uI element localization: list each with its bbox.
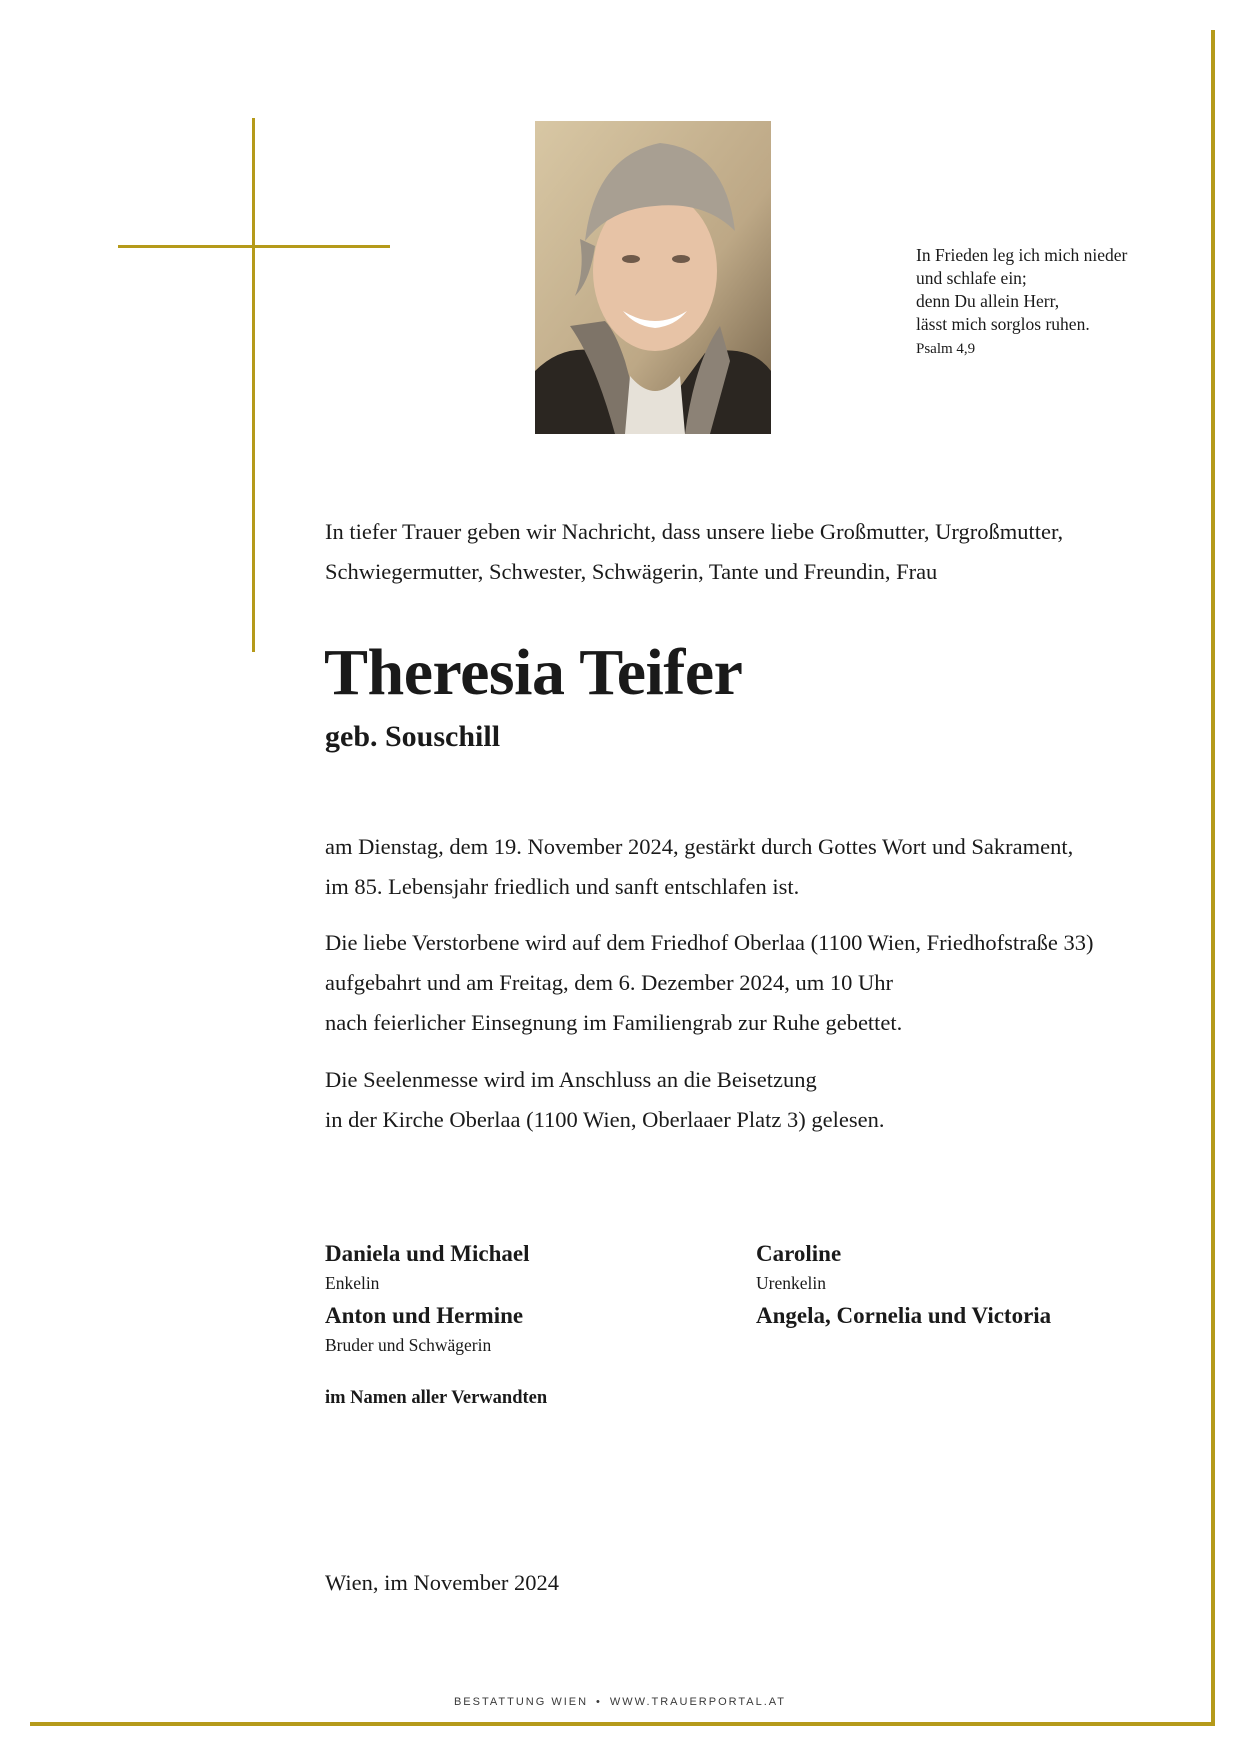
paragraph-line: aufgebahrt und am Freitag, dem 6. Dezember 2024, um 10 Uhr: [325, 970, 893, 995]
mourner-relation: Urenkelin: [756, 1273, 826, 1293]
closing-line: im Namen aller Verwandten: [325, 1388, 548, 1408]
footer: [0, 1696, 1240, 1708]
paragraph-line: nach feierlicher Einsegnung im Familiengrab zur Ruhe gebettet.: [325, 1010, 903, 1035]
cross-horizontal-bar: [118, 245, 390, 248]
psalm-line: und schlafe ein;: [916, 268, 1027, 288]
paragraph-line: in der Kirche Oberlaa (1100 Wien, Oberlaaer Platz 3) gelesen.: [325, 1107, 885, 1132]
gold-border-bottom: [30, 1722, 1215, 1726]
footer-separator: •: [596, 1696, 602, 1708]
footer-company: BESTATTUNG WIEN: [453, 1696, 589, 1708]
psalm-reference: Psalm 4,9: [916, 341, 976, 357]
mass-paragraph: [325, 1060, 1205, 1140]
mourner-name: Anton und Hermine: [325, 1303, 524, 1328]
paragraph-line: am Dienstag, dem 19. November 2024, gestärkt durch Gottes Wort und Sakrament,: [325, 834, 1074, 859]
portrait-photo: [535, 121, 771, 434]
mourner-relation: Bruder und Schwägerin: [325, 1335, 492, 1355]
gold-border-right: [1211, 30, 1215, 1726]
psalm-line: denn Du allein Herr,: [916, 291, 1060, 311]
paragraph-line: Die liebe Verstorbene wird auf dem Friedhof Oberlaa (1100 Wien, Friedhofstraße 33): [325, 930, 1094, 955]
psalm-line: In Frieden leg ich mich nieder: [916, 245, 1128, 265]
mourner-relation: Enkelin: [325, 1273, 380, 1293]
burial-paragraph: [325, 923, 1205, 1043]
mourner-entry: [325, 1302, 523, 1356]
mourner-name: Angela, Cornelia und Victoria: [756, 1303, 1052, 1328]
mourner-entry: [756, 1302, 1051, 1330]
intro-paragraph: [325, 512, 1205, 592]
mourner-name: Daniela und Michael: [325, 1241, 530, 1266]
mourner-name: Caroline: [756, 1241, 842, 1266]
maiden-name: geb. Souschill: [325, 720, 501, 753]
footer-website-link[interactable]: WWW.TRAUERPORTAL.AT: [609, 1696, 787, 1708]
place-date: Wien, im November 2024: [325, 1570, 560, 1595]
psalm-line: lässt mich sorglos ruhen.: [916, 314, 1090, 334]
psalm-quote: [916, 244, 1176, 361]
mourner-entry: [325, 1240, 529, 1294]
intro-line: Schwiegermutter, Schwester, Schwägerin, Tante und Freundin, Frau: [325, 559, 938, 584]
intro-line: In tiefer Trauer geben wir Nachricht, dass unsere liebe Großmutter, Urgroßmutter,: [325, 519, 1064, 544]
death-paragraph: [325, 827, 1205, 907]
cross-vertical-bar: [252, 118, 255, 652]
paragraph-line: Die Seelenmesse wird im Anschluss an die Beisetzung: [325, 1067, 817, 1092]
deceased-name: Theresia Teifer: [324, 636, 743, 709]
mourner-entry: [756, 1240, 841, 1294]
paragraph-line: im 85. Lebensjahr friedlich und sanft entschlafen ist.: [325, 874, 800, 899]
